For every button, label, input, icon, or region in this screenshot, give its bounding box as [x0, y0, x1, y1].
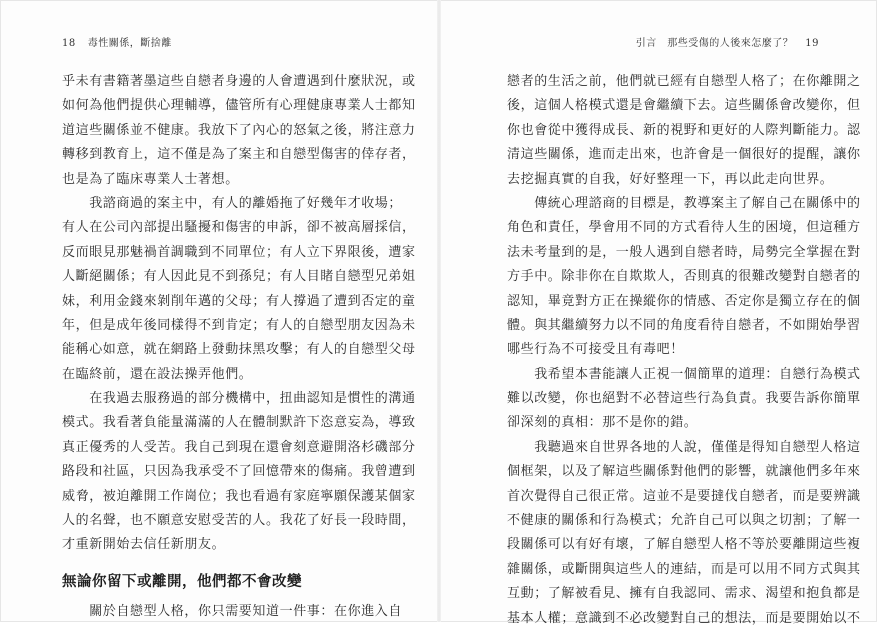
text-line: 我希望本書能讓人正視一個簡單的道理：自戀行為模式 — [507, 366, 861, 382]
text-line: 去挖掘真實的自我，好好整理一下，再以此走向世界。 — [507, 171, 834, 187]
text-line: 妹，利用金錢來剝削年邁的父母；有人撐過了遭到否定的童 — [62, 293, 416, 309]
text-line: 轉移到教育上，這不僅是為了案主和自戀型傷害的倖存者， — [62, 147, 416, 163]
text-line: 真正優秀的人受苦。我自己到現在還會刻意避開洛杉磯部分 — [62, 439, 416, 455]
text-line: 年，但是成年後同樣得不到肯定；有人的自戀型朋友因為未 — [62, 317, 416, 333]
text-line: 哪些行為不可接受且有毒吧！ — [507, 342, 684, 358]
text-line: 人的名聲，也不願意安慰受苦的人。我花了好長一段時間， — [62, 513, 416, 529]
right-body-text — [507, 70, 861, 631]
text-line: 乎未有書籍著墨這些自戀者身邊的人會遭遇到什麼狀況，或 — [62, 74, 416, 89]
text-line: 首次覺得自己很正常。這並不是要撻伐自戀者，而是要辨識 — [507, 488, 861, 504]
text-line: 基本人權；意識到不必改變對自己的想法，而是要開始以不 — [507, 610, 861, 626]
text-line: 傳統心理諮商的目標是，教導案主了解自己在關係中的 — [507, 195, 861, 211]
section-heading: 無論你留下或離開，他們都不會改變 — [62, 573, 302, 590]
text-line: 方手中。除非你在自欺欺人，否則真的很難改變對自戀者的 — [507, 269, 861, 285]
left-page — [0, 0, 437, 622]
text-line: 難以改變，你也絕對不必替這些行為負責。我要告訴你簡單 — [507, 391, 861, 407]
text-line: 人斷絕關係；有人因此見不到孫兒；有人目睹自戀型兄弟姐 — [62, 269, 416, 285]
text-line: 如何為他們提供心理輔導，儘管所有心理健康專業人士都知 — [62, 98, 416, 114]
right-page — [441, 0, 877, 626]
left-running-title: 毒性關係，斷捨離 — [87, 38, 172, 49]
text-line: 清這些關係，進而走出來，也許會是一個很好的提醒，讓你 — [507, 147, 861, 163]
text-line: 段關係可以有好有壞，了解自戀型人格不等於要離開這些複 — [507, 537, 861, 553]
text-line: 道這些關係並不健康。我放下了內心的怒氣之後，將注意力 — [62, 122, 416, 138]
text-line: 也是為了臨床專業人士著想。 — [62, 171, 239, 187]
text-line: 威脅，被迫離開工作崗位；我也看過有家庭寧願保護某個家 — [62, 488, 416, 504]
text-line: 個框架，以及了解這些關係對他們的影響，就讓他們多年來 — [507, 464, 861, 480]
text-line: 互動；了解被看見、擁有自我認同、需求、渴望和抱負都是 — [507, 586, 861, 602]
left-page-number: 18 — [62, 38, 76, 49]
right-page-number: 19 — [805, 38, 819, 49]
text-line: 不健康的關係和行為模式；允許自己可以與之切割；了解一 — [507, 513, 861, 529]
text-line: 戀者的生活之前，他們就已經有自戀型人格了；在你離開之 — [507, 74, 861, 89]
text-line: 才重新開始去信任新朋友。 — [62, 537, 226, 553]
text-line: 卻深刻的真相：那不是你的錯。 — [507, 415, 698, 431]
right-running-title: 引言 那些受傷的人後來怎麼了？ — [635, 38, 794, 49]
right-running-head — [636, 34, 819, 49]
text-line: 我聽過來自世界各地的人說，僅僅是得知自戀型人格這 — [507, 439, 861, 455]
text-line: 後，這個人格模式還是會繼續下去。這些關係會改變你，但 — [507, 98, 861, 114]
text-line: 反而眼見那魅禍首調職到不同單位；有人立下界限後，遭家 — [62, 244, 416, 260]
text-line: 法未考量到的是，一般人遇到自戀者時，局勢完全掌握在對 — [507, 244, 861, 260]
text-line: 雜關係，或斷開與這些人的連結，而是可以用不同方式與其 — [507, 561, 861, 577]
text-line: 模式。我看著負能量滿滿的人在體制默許下恣意妄為，導致 — [62, 415, 416, 431]
text-line: 在臨終前，還在設法操弄他們。 — [62, 366, 253, 382]
text-line: 在我過去服務過的部分機構中，扭曲認知是慣性的溝通 — [62, 391, 416, 407]
left-running-head — [62, 34, 172, 49]
text-line: 關於自戀型人格，你只需要知道一件事：在你進入自 — [62, 603, 403, 619]
text-line: 體。與其繼續努力以不同的角度看待自戀者，不如開始學習 — [507, 317, 861, 333]
text-line: 我諮商過的案主中，有人的離婚拖了好幾年才收場； — [62, 195, 403, 211]
left-body-text — [62, 70, 416, 624]
text-line: 你也會從中獲得成長、新的視野和更好的人際判斷能力。認 — [507, 122, 861, 138]
text-line: 路段和社區，只因為我承受不了回憶帶來的傷痛。我曾遭到 — [62, 464, 416, 480]
text-line: 認知，畢竟對方正在操縱你的情感、否定你是獨立存在的個 — [507, 293, 861, 309]
text-line: 有人在公司內部提出騷擾和傷害的申訴，卻不被高層採信， — [62, 220, 416, 236]
text-line: 能稱心如意，就在網路上發動抹黑攻擊；有人的自戀型父母 — [62, 342, 416, 358]
text-line: 角色和責任，學會用不同的方式看待人生的困境，但這種方 — [507, 220, 861, 236]
